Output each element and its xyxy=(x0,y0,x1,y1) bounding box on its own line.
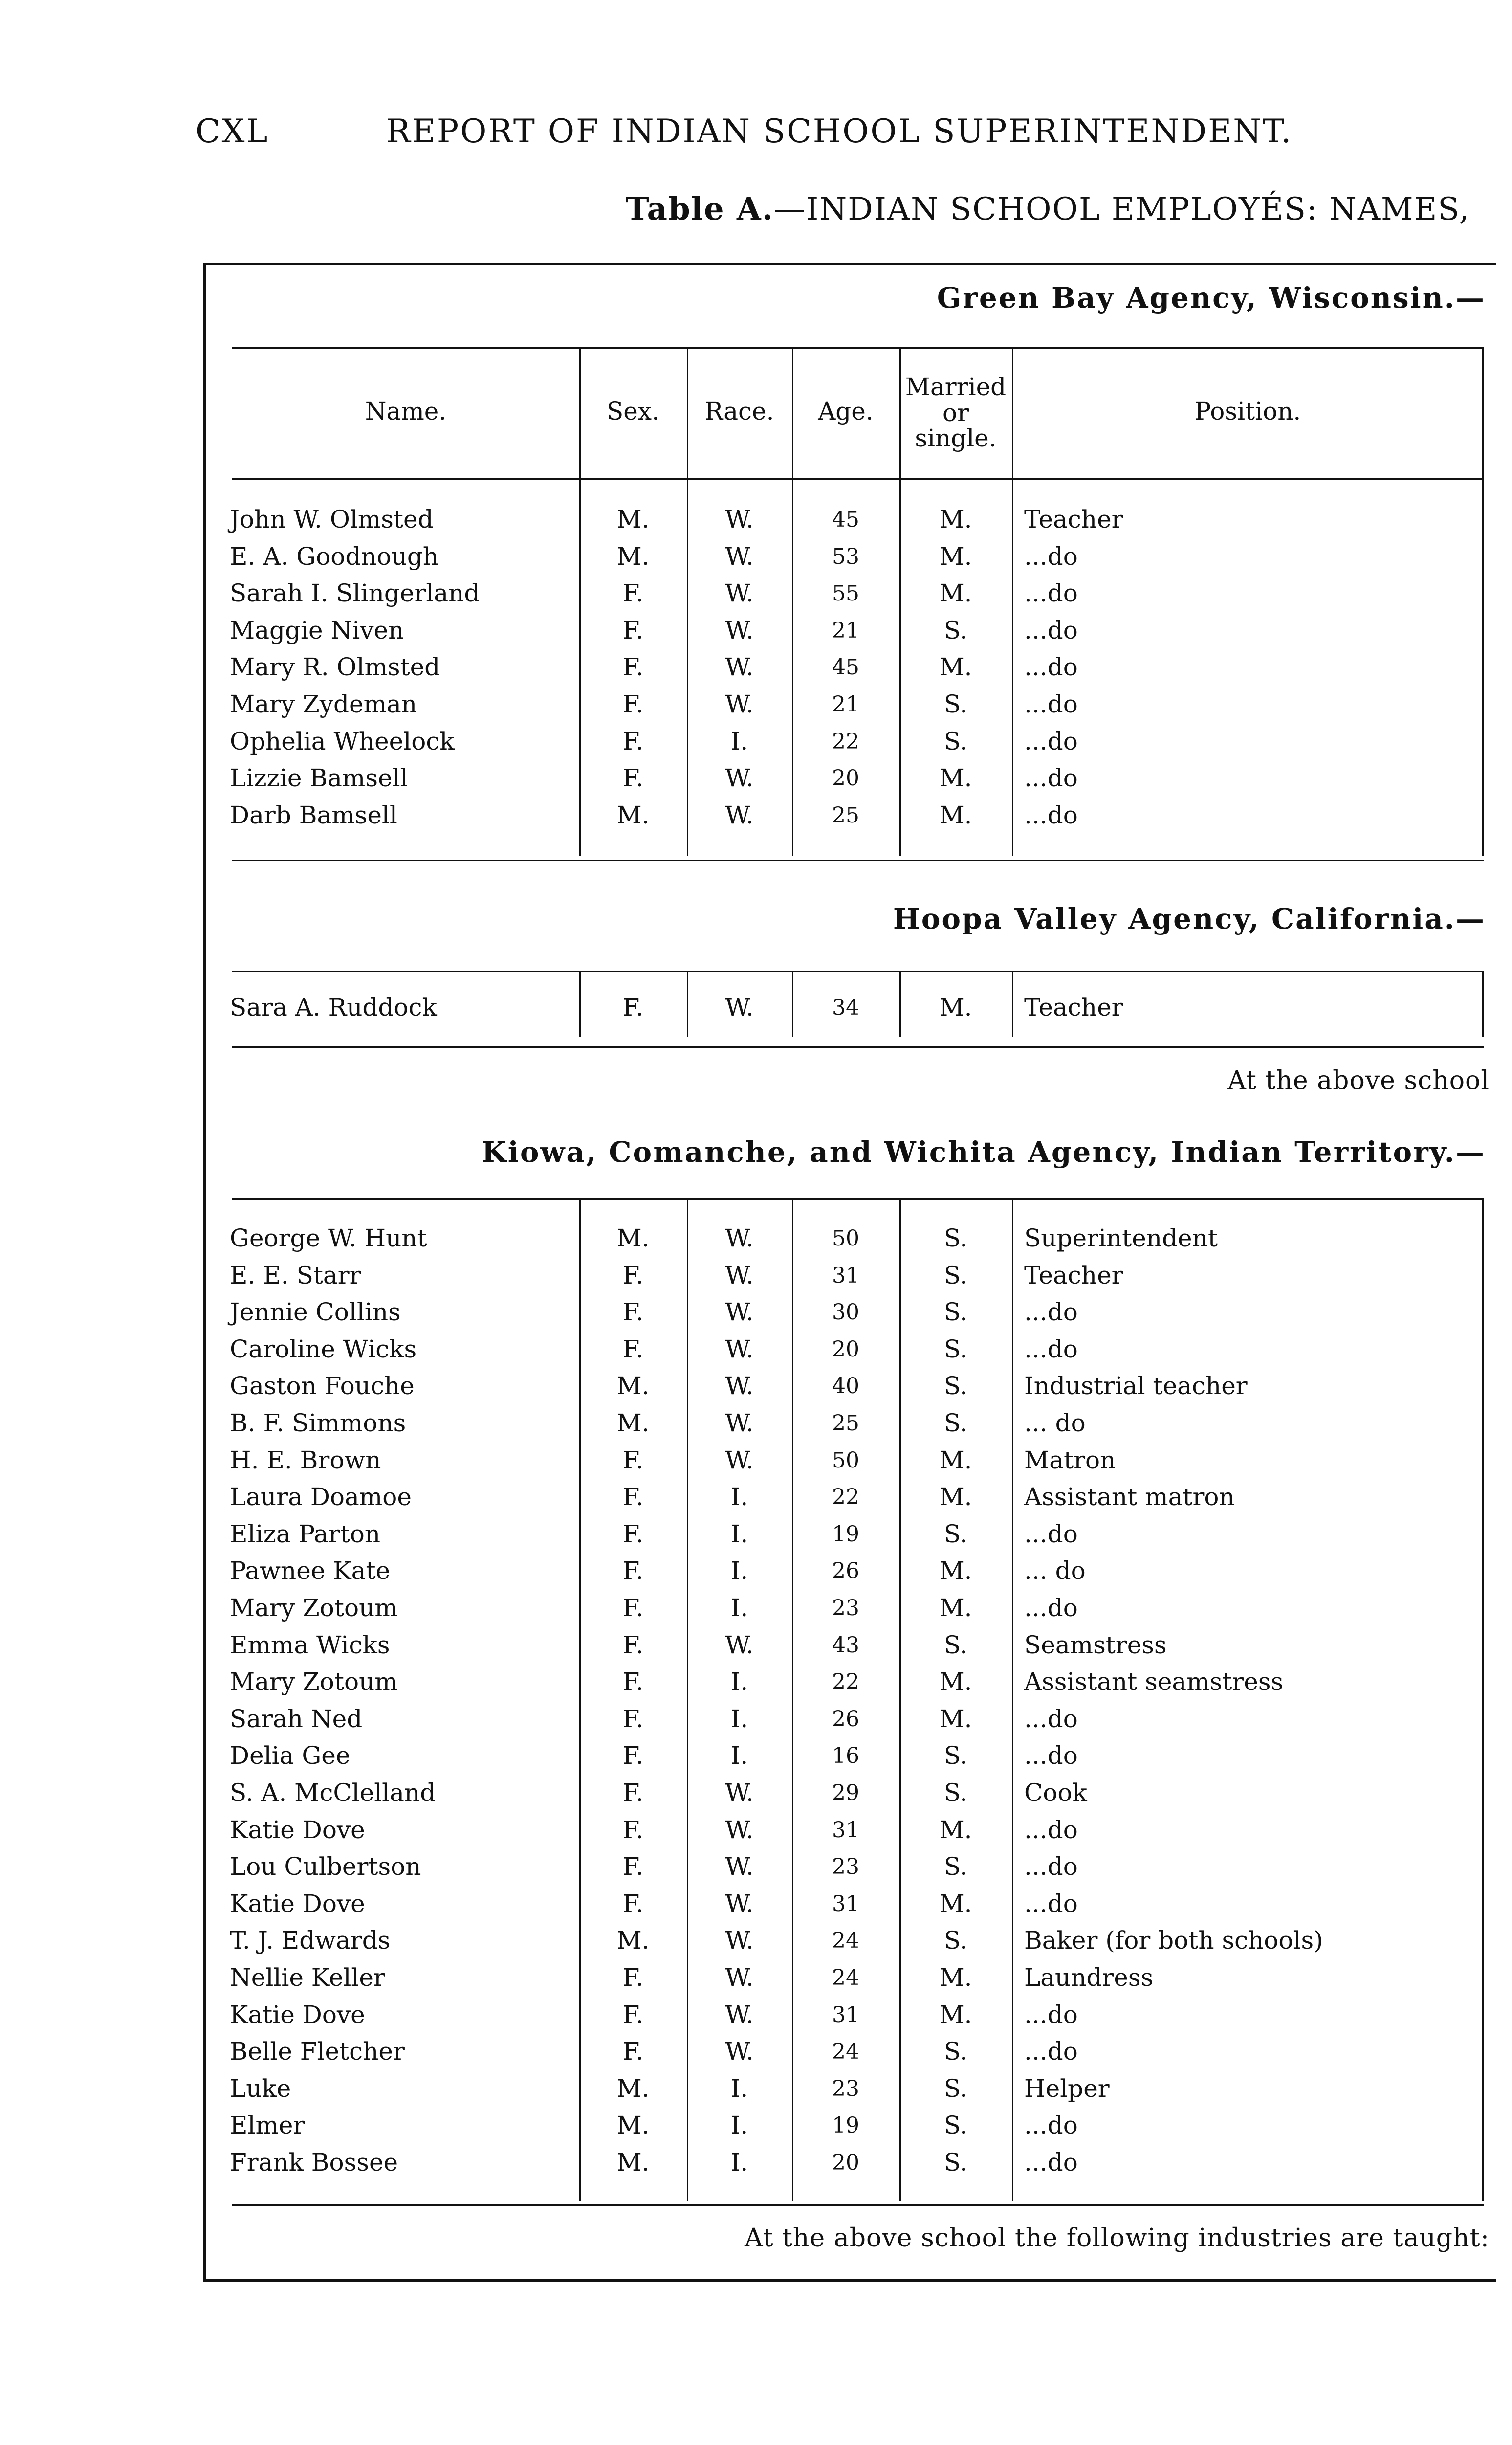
cell-married: S. xyxy=(943,2037,968,2066)
table-row xyxy=(0,1331,1512,1368)
cell-married: M. xyxy=(939,542,972,571)
cell-position: ...do xyxy=(1024,1741,1078,1770)
cell-name: Belle Fletcher xyxy=(230,2037,405,2066)
section-bottom-rule xyxy=(232,860,1484,861)
cell-age: 40 xyxy=(832,1374,859,1399)
column-header-married xyxy=(899,374,1012,451)
cell-name: B. F. Simmons xyxy=(230,1409,406,1437)
cell-race: I. xyxy=(730,1667,748,1696)
cell-sex: F. xyxy=(622,2000,644,2029)
cell-race: I. xyxy=(730,1705,748,1733)
cell-name: E. E. Starr xyxy=(230,1261,361,1289)
cell-name: Katie Dove xyxy=(230,2000,365,2029)
cell-married: M. xyxy=(939,1705,972,1733)
cell-race: W. xyxy=(725,653,754,681)
cell-race: W. xyxy=(725,616,754,645)
cell-position: ...do xyxy=(1024,2037,1078,2066)
agency-heading-hoopa-valley: Hoopa Valley Agency, California.— xyxy=(893,902,1486,935)
table-row xyxy=(0,1405,1512,1442)
cell-name: Gaston Fouche xyxy=(230,1372,415,1400)
table-row xyxy=(0,797,1512,834)
table-row xyxy=(0,1590,1512,1626)
cell-position: ...do xyxy=(1024,653,1078,681)
cell-married: M. xyxy=(939,993,972,1022)
cell-age: 26 xyxy=(832,1707,859,1732)
cell-married: S. xyxy=(943,2148,968,2177)
cell-married: M. xyxy=(939,1556,972,1585)
cell-sex: M. xyxy=(616,1372,650,1400)
cell-race: W. xyxy=(725,1816,754,1844)
cell-sex: F. xyxy=(622,1261,644,1289)
cell-name: Luke xyxy=(230,2074,291,2103)
cell-sex: F. xyxy=(622,1963,644,1992)
cell-position: Teacher xyxy=(1024,1261,1123,1289)
cell-married: S. xyxy=(943,1926,968,1955)
cell-sex: M. xyxy=(616,2148,650,2177)
cell-position: ...do xyxy=(1024,1335,1078,1363)
cell-age: 29 xyxy=(832,1780,859,1805)
cell-name: John W. Olmsted xyxy=(230,505,434,533)
cell-name: Laura Doamoe xyxy=(230,1483,412,1511)
cell-race: I. xyxy=(730,2148,748,2177)
cell-sex: F. xyxy=(622,616,644,645)
table-row xyxy=(0,2107,1512,2144)
cell-married: S. xyxy=(943,2074,968,2103)
cell-position: ...do xyxy=(1024,764,1078,792)
cell-position: Cook xyxy=(1024,1778,1087,1807)
cell-age: 25 xyxy=(832,803,859,828)
table-row xyxy=(0,1701,1512,1737)
cell-sex: F. xyxy=(622,1446,644,1474)
table-row xyxy=(0,1922,1512,1959)
cell-sex: M. xyxy=(616,801,650,829)
cell-age: 45 xyxy=(832,655,859,680)
cell-sex: F. xyxy=(622,727,644,756)
cell-name: Mary R. Olmsted xyxy=(230,653,440,681)
cell-race: W. xyxy=(725,1261,754,1289)
cell-married: M. xyxy=(939,505,972,533)
cell-position: ...do xyxy=(1024,727,1078,756)
cell-name: Lou Culbertson xyxy=(230,1852,421,1881)
cell-race: I. xyxy=(730,1483,748,1511)
header-top-rule xyxy=(232,347,1484,349)
cell-race: W. xyxy=(725,1335,754,1363)
cell-sex: M. xyxy=(616,1224,650,1252)
cell-position: Baker (for both schools) xyxy=(1024,1926,1323,1955)
cell-name: George W. Hunt xyxy=(230,1224,427,1252)
cell-name: Maggie Niven xyxy=(230,616,404,645)
cell-race: W. xyxy=(725,1889,754,1918)
cell-name: H. E. Brown xyxy=(230,1446,381,1474)
cell-age: 19 xyxy=(832,1522,859,1547)
cell-married: S. xyxy=(943,1409,968,1437)
cell-married: S. xyxy=(943,1372,968,1400)
cell-race: W. xyxy=(725,1298,754,1326)
cell-sex: F. xyxy=(622,1631,644,1659)
cell-race: I. xyxy=(730,727,748,756)
cell-married: M. xyxy=(939,1889,972,1918)
cell-married: S. xyxy=(943,1852,968,1881)
section-top-rule xyxy=(232,971,1484,972)
cell-position: Assistant seamstress xyxy=(1024,1667,1284,1696)
cell-age: 31 xyxy=(832,1891,859,1916)
cell-age: 43 xyxy=(832,1633,859,1658)
cell-married: S. xyxy=(943,1778,968,1807)
cell-sex: F. xyxy=(622,1667,644,1696)
cell-position: Industrial teacher xyxy=(1024,1372,1248,1400)
cell-name: Sarah I. Slingerland xyxy=(230,579,480,607)
cell-married: M. xyxy=(939,1594,972,1622)
cell-sex: F. xyxy=(622,1889,644,1918)
table-row xyxy=(0,2070,1512,2107)
cell-name: Mary Zotoum xyxy=(230,1667,398,1696)
cell-race: W. xyxy=(725,1409,754,1437)
cell-married: M. xyxy=(939,1667,972,1696)
cell-name: Mary Zotoum xyxy=(230,1594,398,1622)
cell-sex: F. xyxy=(622,1778,644,1807)
cell-race: W. xyxy=(725,1224,754,1252)
column-header-married-line2: or xyxy=(942,398,969,427)
cell-name: Darb Bamsell xyxy=(230,801,397,829)
table-row xyxy=(0,760,1512,797)
cell-age: 34 xyxy=(832,995,859,1020)
cell-race: I. xyxy=(730,1741,748,1770)
table-row xyxy=(0,686,1512,723)
cell-sex: M. xyxy=(616,542,650,571)
cell-position: ...do xyxy=(1024,616,1078,645)
cell-age: 20 xyxy=(832,1337,859,1362)
cell-name: Sarah Ned xyxy=(230,1705,363,1733)
cell-age: 30 xyxy=(832,1300,859,1325)
cell-sex: F. xyxy=(622,1816,644,1844)
table-row xyxy=(0,1775,1512,1811)
cell-position: Laundress xyxy=(1024,1963,1154,1992)
section-bottom-rule xyxy=(232,1046,1484,1048)
table-row xyxy=(0,1442,1512,1479)
cell-race: W. xyxy=(725,1963,754,1992)
cell-married: M. xyxy=(939,579,972,607)
column-header-race: Race. xyxy=(704,397,774,425)
cell-sex: F. xyxy=(622,690,644,718)
cell-race: I. xyxy=(730,1556,748,1585)
cell-position: ...do xyxy=(1024,2111,1078,2139)
cell-race: W. xyxy=(725,1372,754,1400)
cell-age: 22 xyxy=(832,729,859,754)
cell-name: Frank Bossee xyxy=(230,2148,398,2177)
cell-name: Jennie Collins xyxy=(230,1298,401,1326)
cell-sex: F. xyxy=(622,653,644,681)
cell-name: E. A. Goodnough xyxy=(230,542,439,571)
table-row xyxy=(0,2033,1512,2070)
running-head-title: REPORT OF INDIAN SCHOOL SUPERINTENDENT. xyxy=(386,112,1293,150)
cell-married: M. xyxy=(939,1446,972,1474)
cell-name: Katie Dove xyxy=(230,1816,365,1844)
table-row xyxy=(0,1664,1512,1700)
cell-position: ...do xyxy=(1024,542,1078,571)
cell-name: Delia Gee xyxy=(230,1741,351,1770)
cell-age: 55 xyxy=(832,581,859,606)
cell-married: S. xyxy=(943,2111,968,2139)
table-row xyxy=(0,1737,1512,1774)
column-header-age: Age. xyxy=(818,397,874,425)
cell-married: M. xyxy=(939,1963,972,1992)
cell-age: 22 xyxy=(832,1485,859,1510)
cell-age: 21 xyxy=(832,692,859,717)
column-header-position: Position. xyxy=(1194,397,1301,425)
table-row xyxy=(0,501,1512,538)
column-header-married-line1: Married xyxy=(905,373,1007,401)
cell-married: M. xyxy=(939,2000,972,2029)
cell-name: Elmer xyxy=(230,2111,305,2139)
cell-race: W. xyxy=(725,1778,754,1807)
table-row xyxy=(0,2144,1512,2181)
cell-name: Ophelia Wheelock xyxy=(230,727,455,756)
cell-name: T. J. Edwards xyxy=(230,1926,391,1955)
cell-age: 16 xyxy=(832,1743,859,1768)
cell-age: 25 xyxy=(832,1411,859,1436)
cell-race: W. xyxy=(725,690,754,718)
table-row xyxy=(0,1220,1512,1257)
cell-position: Matron xyxy=(1024,1446,1116,1474)
cell-position: ...do xyxy=(1024,1520,1078,1548)
cell-name: Nellie Keller xyxy=(230,1963,385,1992)
cell-name: Eliza Parton xyxy=(230,1520,381,1548)
cell-race: W. xyxy=(725,579,754,607)
column-header-name: Name. xyxy=(365,397,447,425)
cell-sex: F. xyxy=(622,1594,644,1622)
cell-sex: M. xyxy=(616,1926,650,1955)
cell-married: M. xyxy=(939,801,972,829)
cell-name: Katie Dove xyxy=(230,1889,365,1918)
cell-race: W. xyxy=(725,2037,754,2066)
table-row xyxy=(0,1886,1512,1922)
cell-married: S. xyxy=(943,1261,968,1289)
cell-position: ... do xyxy=(1024,1409,1086,1437)
cell-position: ...do xyxy=(1024,2000,1078,2029)
table-title xyxy=(626,191,1470,227)
cell-age: 20 xyxy=(832,766,859,791)
cell-position: Superintendent xyxy=(1024,1224,1218,1252)
section-note-kiowa: At the above school the following industries are taught: xyxy=(744,2223,1490,2253)
cell-sex: M. xyxy=(616,2074,650,2103)
cell-age: 24 xyxy=(832,1928,859,1953)
cell-race: W. xyxy=(725,1446,754,1474)
cell-married: S. xyxy=(943,1741,968,1770)
cell-sex: F. xyxy=(622,1556,644,1585)
cell-age: 50 xyxy=(832,1448,859,1473)
cell-married: S. xyxy=(943,690,968,718)
cell-name: Pawnee Kate xyxy=(230,1556,391,1585)
cell-age: 31 xyxy=(832,2002,859,2027)
table-row xyxy=(0,649,1512,686)
cell-sex: F. xyxy=(622,1483,644,1511)
cell-name: Lizzie Bamsell xyxy=(230,764,408,792)
cell-married: S. xyxy=(943,1298,968,1326)
cell-position: ...do xyxy=(1024,579,1078,607)
section-bottom-rule xyxy=(232,2204,1484,2206)
cell-race: W. xyxy=(725,542,754,571)
page-number: CXL xyxy=(196,112,269,150)
cell-age: 45 xyxy=(832,507,859,532)
cell-age: 31 xyxy=(832,1263,859,1288)
cell-married: M. xyxy=(939,764,972,792)
cell-married: M. xyxy=(939,1483,972,1511)
cell-race: W. xyxy=(725,1852,754,1881)
table-label: Table A. xyxy=(626,191,774,227)
cell-position: Seamstress xyxy=(1024,1631,1167,1659)
cell-married: S. xyxy=(943,1335,968,1363)
cell-sex: M. xyxy=(616,2111,650,2139)
cell-race: W. xyxy=(725,2000,754,2029)
cell-sex: F. xyxy=(622,764,644,792)
cell-married: M. xyxy=(939,1816,972,1844)
cell-married: S. xyxy=(943,1631,968,1659)
cell-sex: M. xyxy=(616,1409,650,1437)
cell-age: 23 xyxy=(832,2076,859,2101)
table-row xyxy=(0,1848,1512,1885)
table-row xyxy=(0,1553,1512,1589)
cell-sex: F. xyxy=(622,1705,644,1733)
cell-race: W. xyxy=(725,993,754,1022)
cell-married: S. xyxy=(943,1224,968,1252)
table-row xyxy=(0,538,1512,575)
cell-sex: F. xyxy=(622,1298,644,1326)
table-row xyxy=(0,612,1512,649)
cell-position: ...do xyxy=(1024,1852,1078,1881)
cell-position: ...do xyxy=(1024,1594,1078,1622)
cell-age: 21 xyxy=(832,618,859,643)
cell-age: 50 xyxy=(832,1226,859,1251)
cell-age: 24 xyxy=(832,2039,859,2064)
cell-name: Emma Wicks xyxy=(230,1631,390,1659)
cell-sex: F. xyxy=(622,1741,644,1770)
cell-race: I. xyxy=(730,2111,748,2139)
cell-race: W. xyxy=(725,764,754,792)
cell-race: W. xyxy=(725,505,754,533)
table-row xyxy=(0,1368,1512,1404)
cell-sex: F. xyxy=(622,2037,644,2066)
section-top-rule xyxy=(232,1198,1484,1200)
table-row xyxy=(0,1294,1512,1331)
cell-married: S. xyxy=(943,616,968,645)
cell-name: Caroline Wicks xyxy=(230,1335,417,1363)
cell-position: ...do xyxy=(1024,2148,1078,2177)
cell-married: S. xyxy=(943,1520,968,1548)
table-row xyxy=(0,1627,1512,1664)
cell-race: I. xyxy=(730,2074,748,2103)
cell-age: 23 xyxy=(832,1596,859,1621)
cell-married: S. xyxy=(943,727,968,756)
table-row xyxy=(0,723,1512,760)
cell-position: ...do xyxy=(1024,1705,1078,1733)
column-header-sex: Sex. xyxy=(607,397,659,425)
cell-sex: M. xyxy=(616,505,650,533)
cell-position: ... do xyxy=(1024,1556,1086,1585)
table-row xyxy=(0,989,1512,1026)
cell-age: 20 xyxy=(832,2150,859,2175)
cell-age: 23 xyxy=(832,1854,859,1879)
cell-position: ...do xyxy=(1024,1816,1078,1844)
cell-age: 19 xyxy=(832,2113,859,2138)
cell-name: S. A. McClelland xyxy=(230,1778,436,1807)
agency-heading-green-bay: Green Bay Agency, Wisconsin.— xyxy=(937,281,1486,314)
cell-age: 53 xyxy=(832,544,859,569)
cell-name: Mary Zydeman xyxy=(230,690,417,718)
cell-age: 22 xyxy=(832,1669,859,1694)
cell-position: ...do xyxy=(1024,1298,1078,1326)
cell-position: ...do xyxy=(1024,801,1078,829)
cell-position: ...do xyxy=(1024,690,1078,718)
table-title-text: —INDIAN SCHOOL EMPLOYÉS: NAMES, xyxy=(773,191,1470,227)
table-row xyxy=(0,1959,1512,1996)
cell-name: Sara A. Ruddock xyxy=(230,993,437,1022)
agency-heading-kiowa: Kiowa, Comanche, and Wichita Agency, Indian Territory.— xyxy=(482,1135,1486,1169)
cell-sex: F. xyxy=(622,1335,644,1363)
cell-position: Teacher xyxy=(1024,505,1123,533)
table-row xyxy=(0,575,1512,612)
table-row xyxy=(0,1812,1512,1848)
cell-sex: F. xyxy=(622,993,644,1022)
cell-position: Helper xyxy=(1024,2074,1110,2103)
cell-race: W. xyxy=(725,801,754,829)
cell-married: M. xyxy=(939,653,972,681)
table-row xyxy=(0,1257,1512,1294)
column-header-married-line3: single. xyxy=(915,424,997,452)
section-note-hoopa: At the above school xyxy=(1227,1066,1490,1095)
cell-sex: F. xyxy=(622,1852,644,1881)
cell-position: Teacher xyxy=(1024,993,1123,1022)
cell-race: I. xyxy=(730,1520,748,1548)
table-row xyxy=(0,1479,1512,1515)
cell-position: Assistant matron xyxy=(1024,1483,1235,1511)
cell-sex: F. xyxy=(622,1520,644,1548)
cell-age: 26 xyxy=(832,1558,859,1583)
cell-race: W. xyxy=(725,1631,754,1659)
cell-age: 24 xyxy=(832,1965,859,1990)
cell-race: I. xyxy=(730,1594,748,1622)
cell-race: W. xyxy=(725,1926,754,1955)
header-bottom-rule xyxy=(232,478,1484,480)
cell-sex: F. xyxy=(622,579,644,607)
table-row xyxy=(0,1516,1512,1553)
cell-age: 31 xyxy=(832,1818,859,1843)
table-row xyxy=(0,1997,1512,2033)
cell-position: ...do xyxy=(1024,1889,1078,1918)
